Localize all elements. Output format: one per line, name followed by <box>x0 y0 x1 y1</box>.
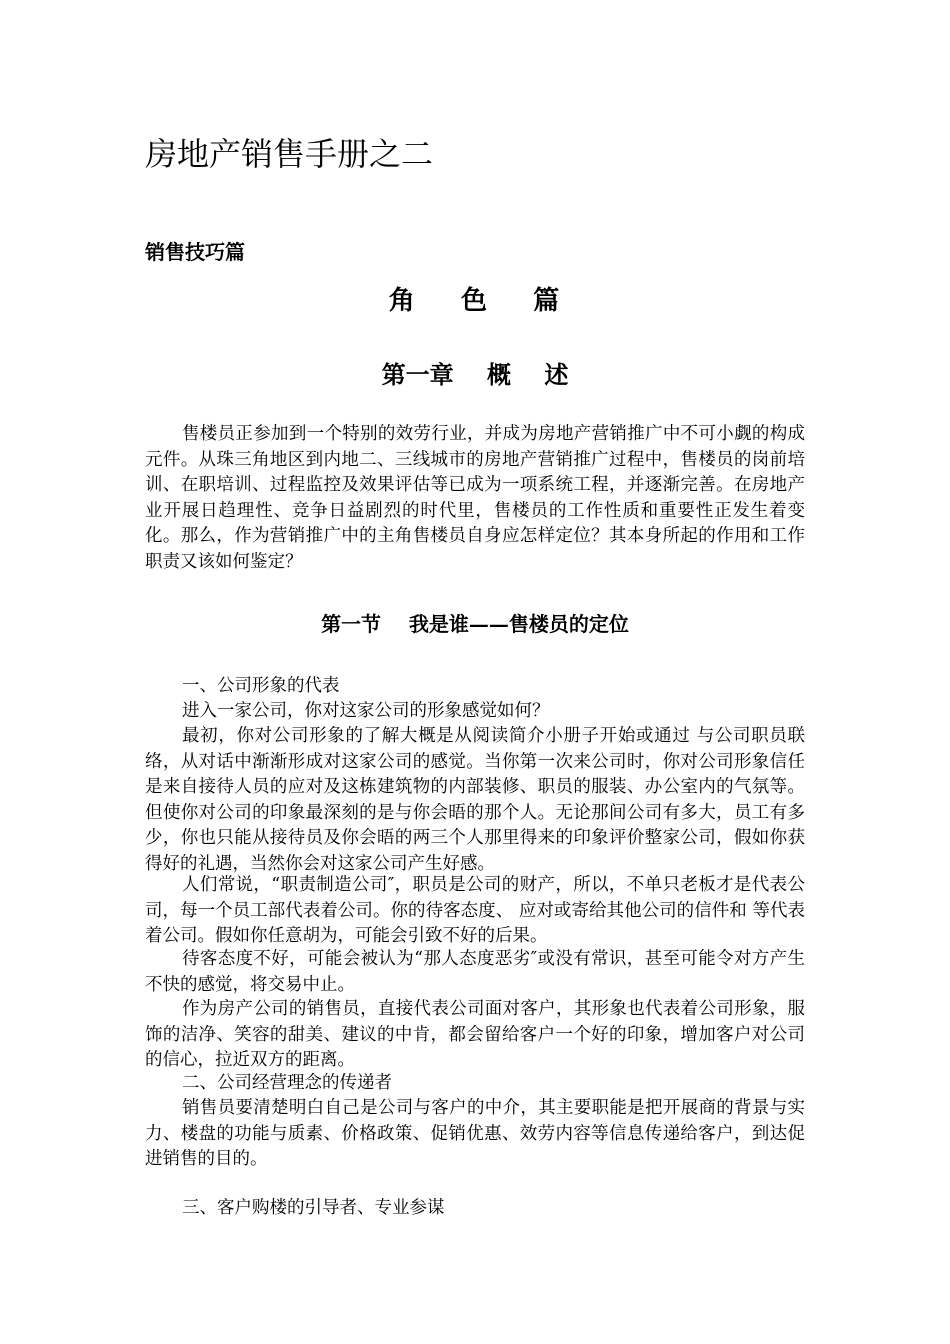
body-paragraph: 待客态度不好，可能会被认为“那人态度恶劣″或没有常识，甚至可能令对方产生不快的感觉，将交易中止。 <box>145 949 805 995</box>
body-paragraph: 最初，你对公司形象的了解大概是从阅读简介小册子开始或通过 与公司职员联络，从对话中渐渐形成对这家公司的感觉。当你第一次来公司时，你对公司形象信任是来自接待人员的应对及这栋建筑物的内部装修、职员的服装、办公室内的气氛等。但使你对公司的印象最深刻的是与你会晤的那个人。无论那间公司有多大，员工有多少，你也只能从接待员及你会晤的两三个人那里得来的印象评价整家公司，假如你获得好的礼遇，当然你会对这家公司产生好感。 <box>145 726 805 874</box>
body-paragraph: 作为房产公司的销售员，直接代表公司面对客户，其形象也代表着公司形象，服饰的洁净、笑容的甜美、建议的中肯，都会留给客户一个好的印象，增加客户对公司的信心，拉近双方的距离。 <box>145 999 805 1070</box>
body-paragraph: 人们常说，“职责制造公司″，职员是公司的财产，所以，不单只老板才是代表公司，每一个员工部代表着公司。你的待客态度、 应对或寄给其他公司的信件和 等代表着公司。假如你任意胡为，可能会引致不好的后果。 <box>145 875 805 946</box>
document-subtitle: 销售技巧篇 <box>145 240 245 264</box>
intro-paragraph: 售楼员正参加到一个特别的效劳行业，并成为房地产营销推广中不可小觑的构成元件。从珠三角地区到内地二、三线城市的房地产营销推广过程中，售楼员的岗前培训、在职培训、过程监控及效果评估等已成为一项系统工程，并逐渐完善。在房地产业开展日趋理性、竞争日益剧烈的时代里，售楼员的工作性质和重要性正发生着变化。那么，作为营销推广中的主角售楼员自身应怎样定位？其本身所起的作用和工作职责又该如何鉴定？ <box>145 424 805 572</box>
body-paragraph: 进入一家公司，你对这家公司的形象感觉如何？ <box>182 701 550 721</box>
document-title: 房地产销售手册之二 <box>145 135 434 173</box>
section-title: 第一节 我是谁——售楼员的定位 <box>321 612 629 636</box>
part-title: 角 色 篇 <box>388 286 562 316</box>
chapter-title: 第一章 概 述 <box>381 360 569 389</box>
section-heading-3: 三、客户购楼的引导者、专业参谋 <box>182 1198 445 1218</box>
section-heading-2: 二、公司经营理念的传递者 <box>182 1073 392 1093</box>
body-paragraph: 销售员要清楚明白自己是公司与客户的中介，其主要职能是把开展商的背景与实力、楼盘的功能与质素、价格政策、促销优惠、效劳内容等信息传递给客户，到达促进销售的目的。 <box>145 1098 805 1169</box>
section-heading-1: 一、公司形象的代表 <box>182 676 340 696</box>
